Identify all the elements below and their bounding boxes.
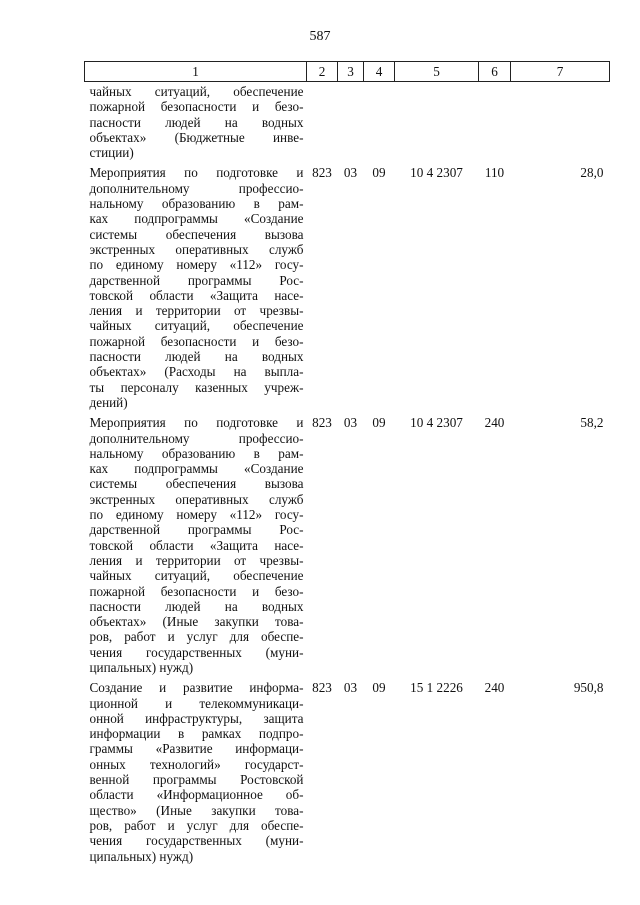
ministry-code-cell: 823 — [312, 165, 332, 181]
description-cell — [85, 165, 307, 415]
description-line: ров, работ и услуг для обеспе- — [89, 817, 304, 833]
description-line: области «Информационное об- — [89, 787, 304, 803]
description-line: пасности людей на водных — [89, 349, 304, 365]
description-line: объектах» (Расходы на выпла- — [89, 364, 304, 380]
target-code-cell: 10 4 2307 — [410, 165, 463, 181]
description-line: щество» (Иные закупки това- — [89, 802, 304, 818]
description-line: Создание и развитие информа- — [89, 680, 304, 696]
ministry-code-cell: 823 — [312, 680, 332, 696]
budget-table — [84, 61, 610, 869]
ministry-code-cell: 823 — [312, 415, 332, 431]
description-line: чения государственных (муни- — [89, 833, 304, 849]
description-line: экстренных оперативных служб — [89, 491, 304, 507]
description-line: по единому номеру «112» госу- — [89, 507, 304, 523]
target-code-cell: 15 1 2226 — [410, 680, 463, 696]
description-line: чайных ситуаций, обеспечение — [89, 568, 304, 584]
target-code-cell: 10 4 2307 — [410, 415, 463, 431]
expense-type-cell: 110 — [484, 165, 505, 181]
description-line: ления и территории от чрезвы- — [89, 303, 304, 319]
table-row — [85, 680, 610, 869]
description-line: ках подпрограммы «Создание — [89, 211, 304, 227]
amount-cell: 58,2 — [580, 415, 604, 431]
amount-cell: 28,0 — [580, 165, 604, 181]
description-line: пожарной безопасности и безо- — [89, 583, 304, 599]
description-line: онной инфраструктуры, защита — [89, 710, 304, 726]
description-line: нальному образованию в рам- — [89, 196, 304, 212]
description-line: системы обеспечения вызова — [89, 476, 304, 492]
amount-cell: 950,8 — [573, 680, 604, 696]
header-cell: 4 — [364, 62, 395, 82]
description-line: пасности людей на водных — [89, 114, 304, 130]
table-row — [85, 415, 610, 680]
description-line: чайных ситуаций, обеспечение — [89, 318, 304, 334]
description-line: онных технологий» государст- — [89, 756, 304, 772]
header-cell: 2 — [307, 62, 338, 82]
description-last-line: ципальных) нужд) — [89, 659, 194, 675]
description-line: пасности людей на водных — [89, 598, 304, 614]
header-cell: 6 — [479, 62, 511, 82]
subsection-code-cell: 09 — [372, 680, 386, 696]
table-row — [85, 165, 610, 415]
description-line: венной программы Ростовской — [89, 772, 304, 788]
description-line: дополнительному профессио- — [89, 180, 304, 196]
description-line: объектах» (Иные закупки това- — [89, 614, 304, 630]
description-cell — [85, 82, 307, 166]
description-line: дарственной программы Рос- — [89, 522, 304, 538]
description-cell — [85, 415, 307, 680]
description-line: нальному образованию в рам- — [89, 445, 304, 461]
description-line: Мероприятия по подготовке и — [89, 415, 304, 431]
expense-type-cell: 240 — [484, 680, 505, 696]
description-line: по единому номеру «112» госу- — [89, 257, 304, 273]
description-line: системы обеспечения вызова — [89, 226, 304, 242]
page-number: 587 — [309, 29, 331, 44]
description-line: граммы «Развитие информаци- — [89, 741, 304, 757]
section-code-cell: 03 — [343, 680, 358, 696]
header-cell: 5 — [395, 62, 479, 82]
description-line: Мероприятия по подготовке и — [89, 165, 304, 181]
description-line: пожарной безопасности и безо- — [89, 333, 304, 349]
description-line: экстренных оперативных служб — [89, 241, 304, 257]
header-cell: 3 — [338, 62, 364, 82]
section-code-cell: 03 — [343, 165, 358, 181]
table-row-continuation — [85, 82, 610, 166]
description-cell — [85, 680, 307, 869]
description-line: дарственной программы Рос- — [89, 272, 304, 288]
description-line: информации в рамках подпро- — [89, 726, 304, 742]
description-line: ках подпрограммы «Создание — [89, 461, 304, 477]
description-line: товской области «Защита насе- — [89, 287, 304, 303]
description-line: чайных ситуаций, обеспечение — [89, 84, 304, 99]
description-line: ров, работ и услуг для обеспе- — [89, 629, 304, 645]
subsection-code-cell: 09 — [372, 415, 386, 431]
description-line: ционной и телекоммуникаци- — [89, 695, 304, 711]
expense-type-cell: 240 — [484, 415, 505, 431]
description-last-line: ципальных) нужд) — [89, 848, 194, 864]
description-line: ления и территории от чрезвы- — [89, 552, 304, 568]
description-line: пожарной безопасности и безо- — [89, 99, 304, 115]
description-line: чения государственных (муни- — [89, 644, 304, 660]
description-line: объектах» (Бюджетные инве- — [89, 129, 304, 145]
section-code-cell: 03 — [343, 415, 358, 431]
description-last-line: дений) — [89, 394, 128, 410]
description-last-line: стиции) — [89, 145, 134, 161]
header-cell: 1 — [85, 62, 307, 82]
description-line: ты персоналу казенных учреж- — [89, 379, 304, 395]
header-cell: 7 — [511, 62, 610, 82]
description-line: дополнительному профессио- — [89, 430, 304, 446]
description-line: товской области «Защита насе- — [89, 537, 304, 553]
header-row — [85, 62, 610, 82]
subsection-code-cell: 09 — [372, 165, 386, 181]
